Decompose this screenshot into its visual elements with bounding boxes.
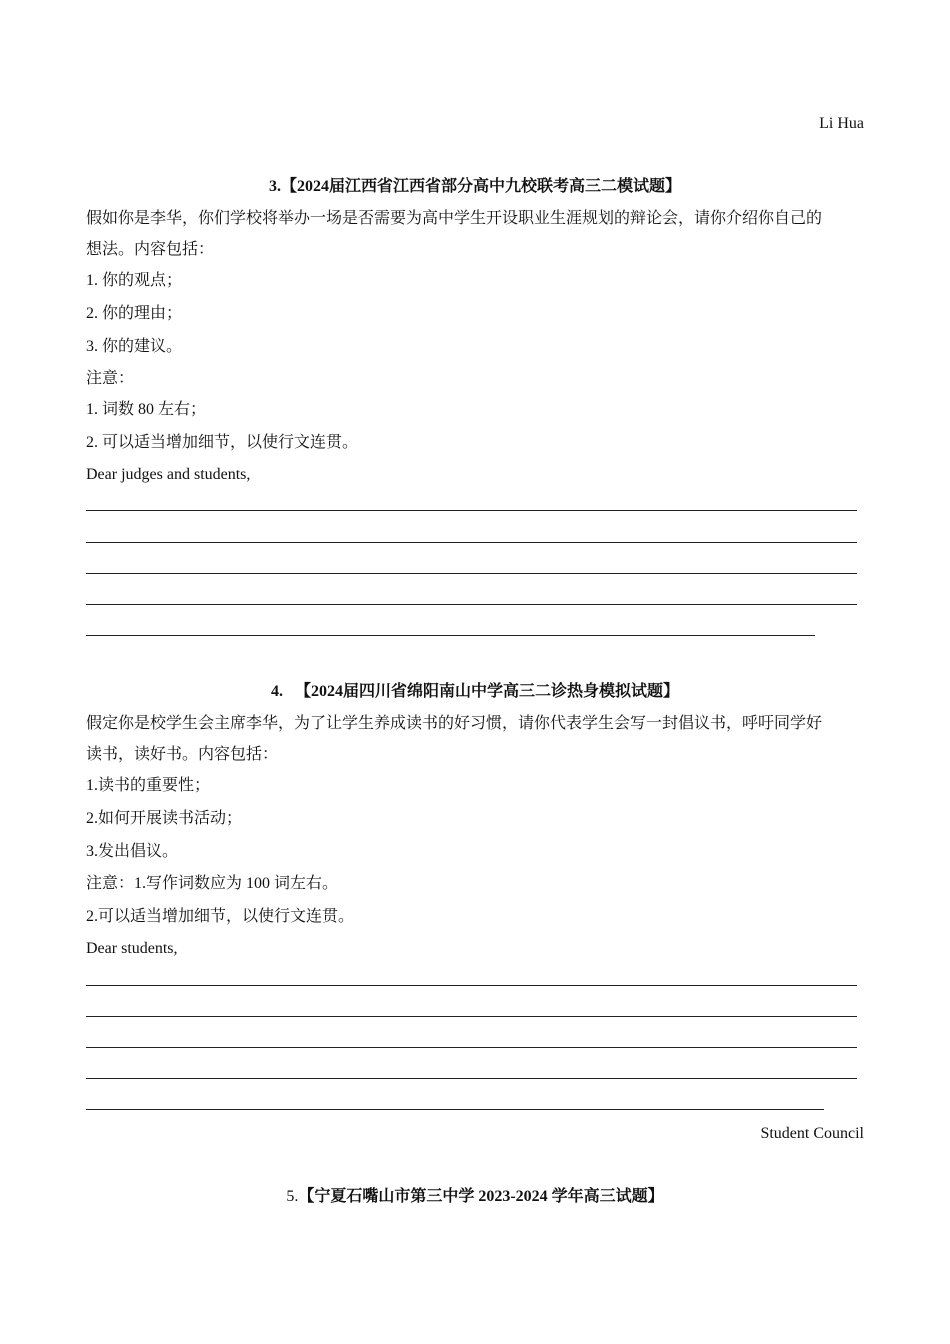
- q3-salutation: Dear judges and students,: [86, 466, 251, 483]
- q4-heading-number: 4.: [270, 683, 283, 700]
- q4-heading: [0, 682, 950, 702]
- q3-note-label: 注意：: [86, 370, 135, 387]
- q3-item-2: 2. 你的理由；: [86, 305, 183, 322]
- q5-heading-number: 5.: [286, 1188, 299, 1205]
- q3-answer-line: [86, 510, 857, 511]
- q4-item-1: 1.读书的重要性；: [86, 777, 211, 794]
- q3-answer-line: [86, 635, 815, 636]
- q3-note-1: 1. 词数 80 左右；: [86, 401, 207, 418]
- q4-prompt-line2: 读书，读好书。内容包括：: [86, 746, 279, 763]
- q4-prompt-line1: 假定你是校学生会主席李华，为了让学生养成读书的好习惯，请你代表学生会写一封倡议书，呼吁同学好: [86, 715, 823, 732]
- q4-answer-line: [86, 1016, 857, 1017]
- q4-answer-line: [86, 1078, 857, 1079]
- q4-note-2: 2.可以适当增加细节，以使行文连贯。: [86, 908, 355, 925]
- q3-answer-line: [86, 542, 857, 543]
- q4-item-2: 2.如何开展读书活动；: [86, 810, 243, 827]
- q3-answer-line: [86, 604, 857, 605]
- q4-answer-line: [86, 985, 857, 986]
- q3-item-1: 1. 你的观点；: [86, 272, 183, 289]
- q3-item-3: 3. 你的建议。: [86, 338, 183, 355]
- q5-heading-title: 【宁夏石嘴山市第三中学 2023-2024 学年高三试题】: [298, 1188, 664, 1205]
- signature-li-hua: Li Hua: [819, 115, 864, 132]
- q3-heading: 3.【2024届江西省江西省部分高中九校联考高三二模试题】: [268, 178, 681, 195]
- q4-salutation: Dear students,: [86, 940, 178, 957]
- q3-prompt-line1: 假如你是李华，你们学校将举办一场是否需要为高中学生开设职业生涯规划的辩论会，请你介绍你自己的: [86, 210, 823, 227]
- q5-heading: [0, 1187, 950, 1207]
- q4-answer-line: [86, 1109, 824, 1110]
- q3-note-2: 2. 可以适当增加细节，以使行文连贯。: [86, 434, 359, 451]
- q4-note-1: 注意：1.写作词数应为 100 词左右。: [86, 875, 339, 892]
- q4-heading-title: 【2024届四川省绵阳南山中学高三二诊热身模拟试题】: [294, 683, 679, 700]
- q4-answer-line: [86, 1047, 857, 1048]
- signature-student-council: Student Council: [760, 1125, 864, 1142]
- q3-answer-line: [86, 573, 857, 574]
- q3-prompt-line2: 想法。内容包括：: [86, 241, 215, 258]
- q4-item-3: 3.发出倡议。: [86, 843, 179, 860]
